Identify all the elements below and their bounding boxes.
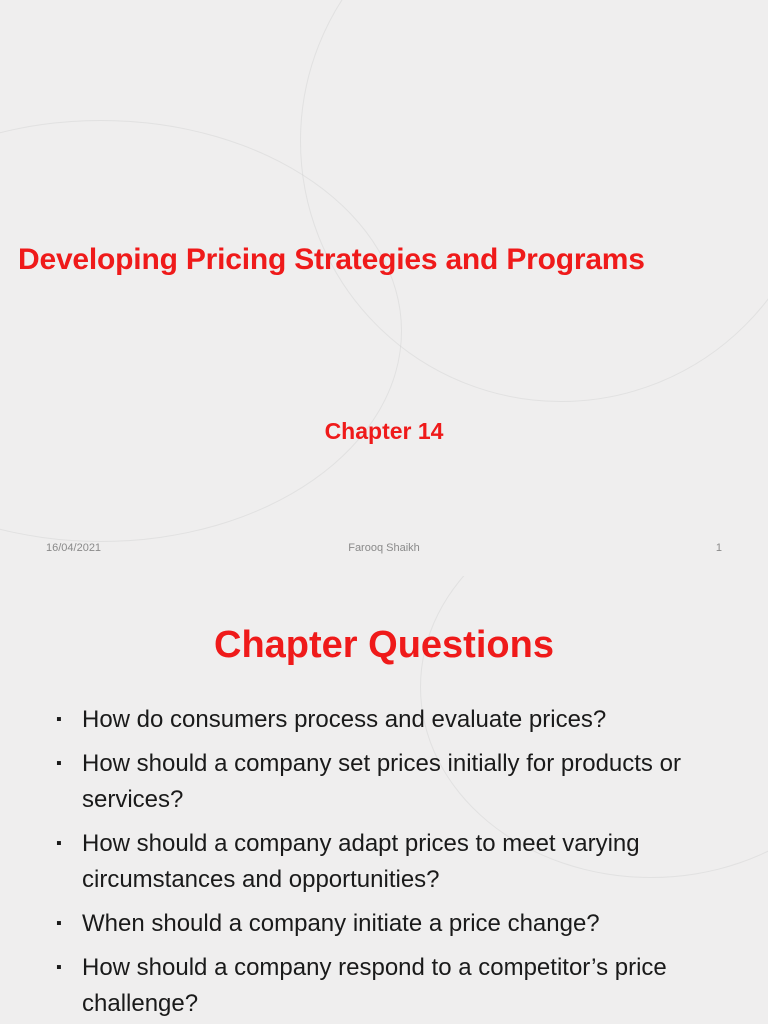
background-swirl	[0, 120, 402, 542]
bullet-icon: ▪	[56, 959, 62, 976]
bullet-icon: ▪	[56, 711, 62, 728]
question-text: How should a company set prices initially for products or services?	[82, 750, 681, 813]
bullet-icon: ▪	[56, 915, 62, 932]
slide-2	[0, 576, 768, 1024]
question-text: When should a company initiate a price change?	[82, 910, 600, 937]
list-item	[56, 906, 736, 942]
footer-page-number: 1	[715, 542, 722, 554]
background-swirl	[300, 0, 768, 402]
list-item	[56, 746, 736, 818]
question-text: How do consumers process and evaluate prices?	[82, 706, 607, 733]
question-list	[56, 702, 736, 1024]
bullet-icon: ▪	[56, 835, 62, 852]
question-text: How should a company adapt prices to meet varying circumstances and opportunities?	[82, 830, 640, 893]
slide-title: Chapter Questions	[214, 624, 554, 666]
footer-author: Farooq Shaikh	[348, 542, 420, 554]
slide-subtitle: Chapter 14	[324, 418, 444, 444]
question-text: How should a company respond to a competitor’s price challenge?	[82, 954, 667, 1017]
slide-title: Developing Pricing Strategies and Programs	[18, 243, 645, 276]
list-item	[56, 702, 736, 738]
list-item	[56, 950, 736, 1022]
bullet-icon: ▪	[56, 755, 62, 772]
list-item	[56, 826, 736, 898]
footer-date: 16/04/2021	[46, 542, 102, 554]
